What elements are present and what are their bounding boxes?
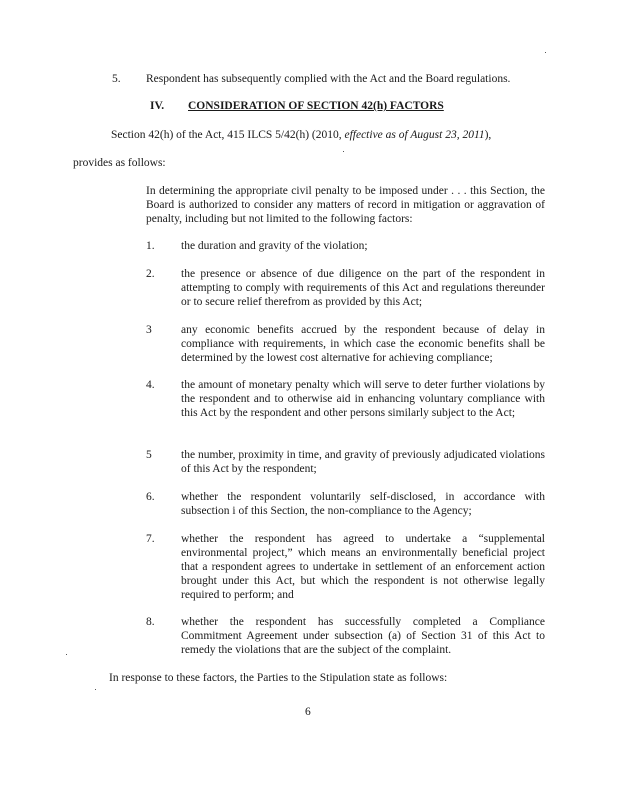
factor-number: 2. xyxy=(146,268,155,280)
factor-text: whether the respondent has successfully completed a Compliance Commitment Agreement under subsection (a) of Section 31 of this Act to remedy the violations that are the subject of the complaint. xyxy=(181,616,545,656)
factor-text: the duration and gravity of the violation; xyxy=(181,240,368,252)
section-title: CONSIDERATION OF SECTION 42(h) FACTORS xyxy=(188,100,444,112)
factor-number: 7. xyxy=(146,533,155,545)
quote-intro: In determining the appropriate civil penalty to be imposed under . . . this Section, the Board is authorized to consider any matters of record in mitigation or aggravation of penalty, including but not limited to the following factors: xyxy=(146,185,545,225)
item-number: 5. xyxy=(112,73,121,85)
factor-number: 5 xyxy=(146,449,152,461)
scan-speck xyxy=(545,52,546,53)
factor-number: 3 xyxy=(146,324,152,336)
scan-speck xyxy=(343,151,344,152)
factor-number: 1. xyxy=(146,240,155,252)
factor-number: 8. xyxy=(146,616,155,628)
factor-text: any economic benefits accrued by the respondent because of delay in compliance with requirements, in which case the economic benefits shall be determined by the lowest cost alternative for achieving compliance; xyxy=(181,324,545,364)
scan-speck xyxy=(66,654,67,655)
section-numeral: IV. xyxy=(150,100,165,112)
provides-text: provides as follows: xyxy=(73,157,166,169)
factor-number: 6. xyxy=(146,491,155,503)
factor-text: whether the respondent voluntarily self-disclosed, in accordance with subsection i of this Section, the non-compliance to the Agency; xyxy=(181,491,545,517)
factor-text: whether the respondent has agreed to undertake a “supplemental environmental project,” which means an environmentally beneficial project that a respondent agrees to undertake in settlement of an enforcement action brought under this Act, but which the respondent is not otherwise legally required to perform; and xyxy=(181,533,545,601)
response-text: In response to these factors, the Parties to the Stipulation state as follows: xyxy=(109,672,448,684)
item-text: Respondent has subsequently complied with the Act and the Board regulations. xyxy=(146,73,511,85)
factor-number: 4. xyxy=(146,379,155,391)
statute-citation: Section 42(h) of the Act, 415 ILCS 5/42(h) (2010, effective as of August 23, 2011), xyxy=(111,129,492,141)
page-number: 6 xyxy=(305,706,311,718)
factor-text: the presence or absence of due diligence on the part of the respondent in attempting to comply with requirements of this Act and regulations thereunder or to secure relief therefrom as provided by this Act; xyxy=(181,268,545,308)
factor-text: the amount of monetary penalty which will serve to deter further violations by the respondent and to otherwise aid in enhancing voluntary compliance with this Act by the respondent and other persons similarly subject to the Act; xyxy=(181,379,545,419)
factor-text: the number, proximity in time, and gravity of previously adjudicated violations of this Act by the respondent; xyxy=(181,449,545,475)
scan-speck xyxy=(95,689,96,690)
